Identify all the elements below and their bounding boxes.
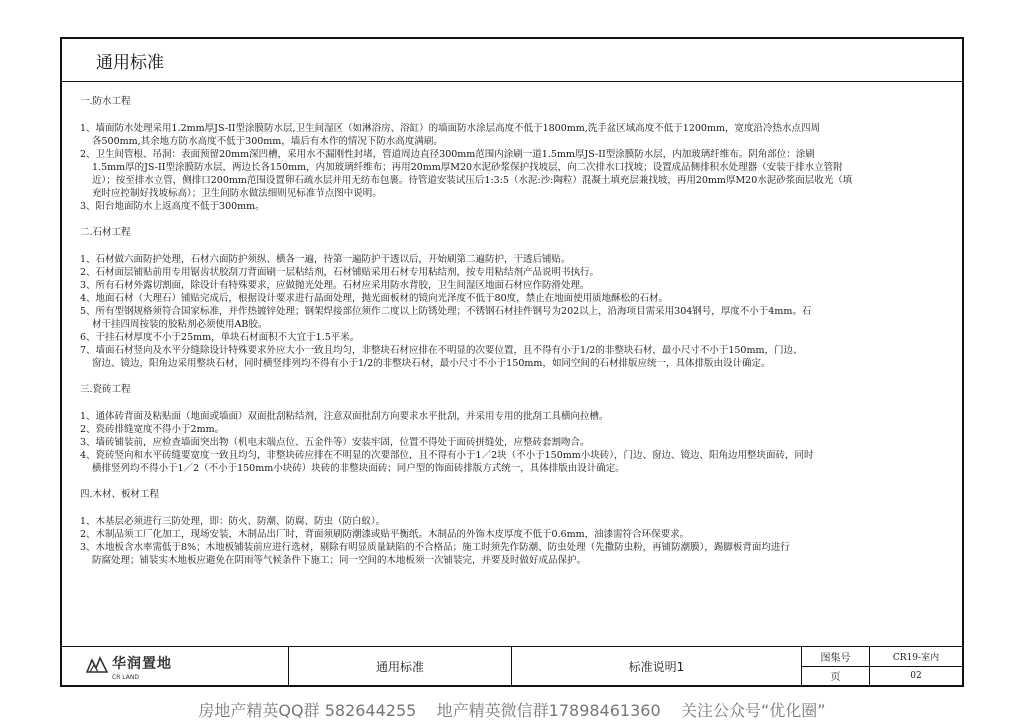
watermark-text: 房地产精英QQ群 582644255 地产精英微信群17898461360 关注公众号“优化圈” [198,701,826,720]
list-item [80,423,948,436]
drawing-desc-cell [511,647,801,685]
list-item [80,436,948,449]
item-text-cont: 充时应控制好找坡标高）；卫生间防水做法细则见标准节点图中说明。 [92,188,382,199]
list-item [80,515,948,528]
section-stone [80,226,948,370]
section-title: 四.木材、板材工程 [80,489,160,500]
page-label: 页 [830,672,841,683]
item-text-cont: 防腐处理；铺装实木地板应避免在阴雨等气候条件下施工；同一空间的木地板须一次铺装完，并要及时做好成品保护。 [92,555,587,566]
item-text: 2、瓷砖排缝宽度不得小于2mm。 [80,424,225,435]
list-item [80,292,948,305]
atlas-number-value: CR19-室内 [870,647,962,667]
section-wood [80,488,948,567]
item-text-cont: 各500mm,其余地方防水高度不低于300mm，墙后有木作的情况下防水高度满刷。 [92,136,443,147]
item-text: 4、地面石材（大理石）铺贴完成后，根据设计要求进行晶面处理，抛光面板材的镜向光泽度不低于80度，禁止在地面使用质地酥松的石材。 [80,293,669,304]
label-cell [801,647,869,685]
item-text: 2、木制品须工厂化加工，现场安装，木制品出厂时，背面须刷防潮漆或贴平衡纸。木制品的外饰木皮厚度不低于0.6mm，油漆需符合环保要求。 [80,529,690,540]
item-text: 3、所有石材外露切割面，除设计有特殊要求，应做抛光处理。石材应采用防水背胶，卫生间湿区地面石材应作防滑处理。 [80,280,590,291]
section-title: 一.防水工程 [80,96,131,107]
section-title: 三.瓷砖工程 [80,384,131,395]
company-logo [86,652,172,681]
list-item [80,266,948,279]
drawing-name-cell [288,647,511,685]
page-title: 通用标准 [96,53,164,73]
list-item [80,410,948,423]
item-text-cont: 窗边、镜边，阳角边采用整块石材，同时横竖排列均不得有小于1/2的非整块石材，最小尺寸不小于150mm，如同空间的石材排版应统一，具体排版由设计确定。 [92,358,771,369]
logo-mark-icon [86,652,108,674]
item-text: 2、卫生间管根、吊洞：表面预留20mm深凹槽，采用水不漏刚性封堵，管道周边直径300mm范围内涂刷一道1.5mm厚JS-II型涂膜防水层，内加玻璃纤维布。阴角部位：涂刷 [80,149,815,160]
item-text: 4、瓷砖竖向和水平砖缝要宽度一致且均匀，非整块砖应排在不明显的次要部位，且不得有小于1／2块（不小于150mm小块砖），门边、窗边、镜边、阳角边用整块面砖，同时 [80,450,814,461]
list-item [80,200,948,213]
logo-cell [62,647,288,685]
item-text: 5、所有型钢规格须符合国家标准，并作热镀锌处理；钢架焊接部位须作二度以上防锈处理；不锈钢石材挂件钢号为202以上，沿海项目需采用304钢号，厚度不小于4mm。石 [80,306,812,317]
item-text: 1、石材做六面防护处理，石材六面防护须纵、横各一遍，待第一遍防护干透以后，开始刷第二遍防护，干透后铺贴。 [80,254,571,265]
section-tile [80,383,948,475]
list-item [80,148,948,200]
logo-subtext: CR LAND [112,674,139,681]
list-item [80,449,948,475]
section-title: 二.石材工程 [80,227,131,238]
item-text-cont: 材干挂四周按装的胶粘剂必须使用AB胶。 [92,319,268,330]
item-text: 2、石材面层铺贴前用专用锯齿状胶刮刀背面刷一层粘结剂，石材铺贴采用石材专用粘结剂，按专用粘结剂产品说明书执行。 [80,267,600,278]
item-text: 3、墙砖铺装前，应检查墙面突出物（机电末端点位、五金件等）安装牢固，位置不得处于面砖拼缝处，应整砖套割吻合。 [80,437,590,448]
item-text: 1、通体砖背面及粘贴面（地面或墙面）双面批刮粘结剂，注意双面批刮方向要求水平批刮，并采用专用的批刮工具横向拉槽。 [80,411,609,422]
item-text-cont: 横排竖列均不得小于1／2（不小于150mm小块砖）块砖的非整块面砖；同户型的饰面砖排版方式统一，具体排版由设计确定。 [92,463,625,474]
item-text: 6、干挂石材厚度不小于25mm，单块石材面积不大宜于1.5平米。 [80,332,360,343]
list-item [80,331,948,344]
item-text: 1、木基层必须进行三防处理，即：防火、防潮、防腐、防虫（防白蚁）。 [80,516,386,527]
page-number-value: 02 [910,670,922,681]
atlas-number-label: 图集号 [802,647,869,667]
title-block [62,646,962,685]
item-text: 7、墙面石材竖向及水平分缝除设计特殊要求外应大小一致且均匀，非整块石材应排在不明显的次要位置，且不得有小于1/2的非整块石材，最小尺寸不小于150mm，门边、 [80,345,803,356]
value-cell [869,647,962,685]
sheet-header [62,39,962,82]
drawing-name: 通用标准 [375,659,424,674]
list-item [80,305,948,331]
section-waterproofing [80,95,948,213]
logo-text: 华润置地 [112,656,172,672]
list-item [80,541,948,567]
item-text-cont: 1.5mm厚的JS-II型涂膜防水层，两边长各150mm，内加玻璃纤维布；再用20mm厚M20水泥砂浆保护找坡层，向二次排水口找坡；设置成品侧排积水处理器（安装于排水立管附 [92,162,843,173]
list-item [80,122,948,148]
item-text-cont: 近）；按至排水立管，侧排口200mm范围设置卵石疏水层并用无纺布包裹。待管道安装试压后1:3:5（水泥:沙:陶粒）混凝土填充层兼找坡，再用20mm厚M20水泥砂浆面层收光（填 [92,175,853,186]
item-text: 3、木地板含水率需低于8%；木地板铺装前应进行选材，剔除有明显质量缺陷的不合格品；施工时须先作防潮、防虫处理（先撒防虫粉，再铺防潮膜），踢脚板背面均进行 [80,542,790,553]
drawing-sheet [60,37,964,687]
item-text: 1、墙面防水处理采用1.2mm厚JS-II型涂膜防水层,卫生间湿区（如淋浴房、浴缸）的墙面防水涂层高度不低于1800mm,洗手盆区域高度不低于1200mm，宽度沿冷热水点四周 [80,123,820,134]
list-item [80,253,948,266]
list-item [80,344,948,370]
list-item [80,279,948,292]
drawing-description: 标准说明1 [628,659,685,674]
list-item [80,528,948,541]
item-text: 3、阳台地面防水上返高度不低于300mm。 [80,201,265,212]
document-body [80,95,948,567]
